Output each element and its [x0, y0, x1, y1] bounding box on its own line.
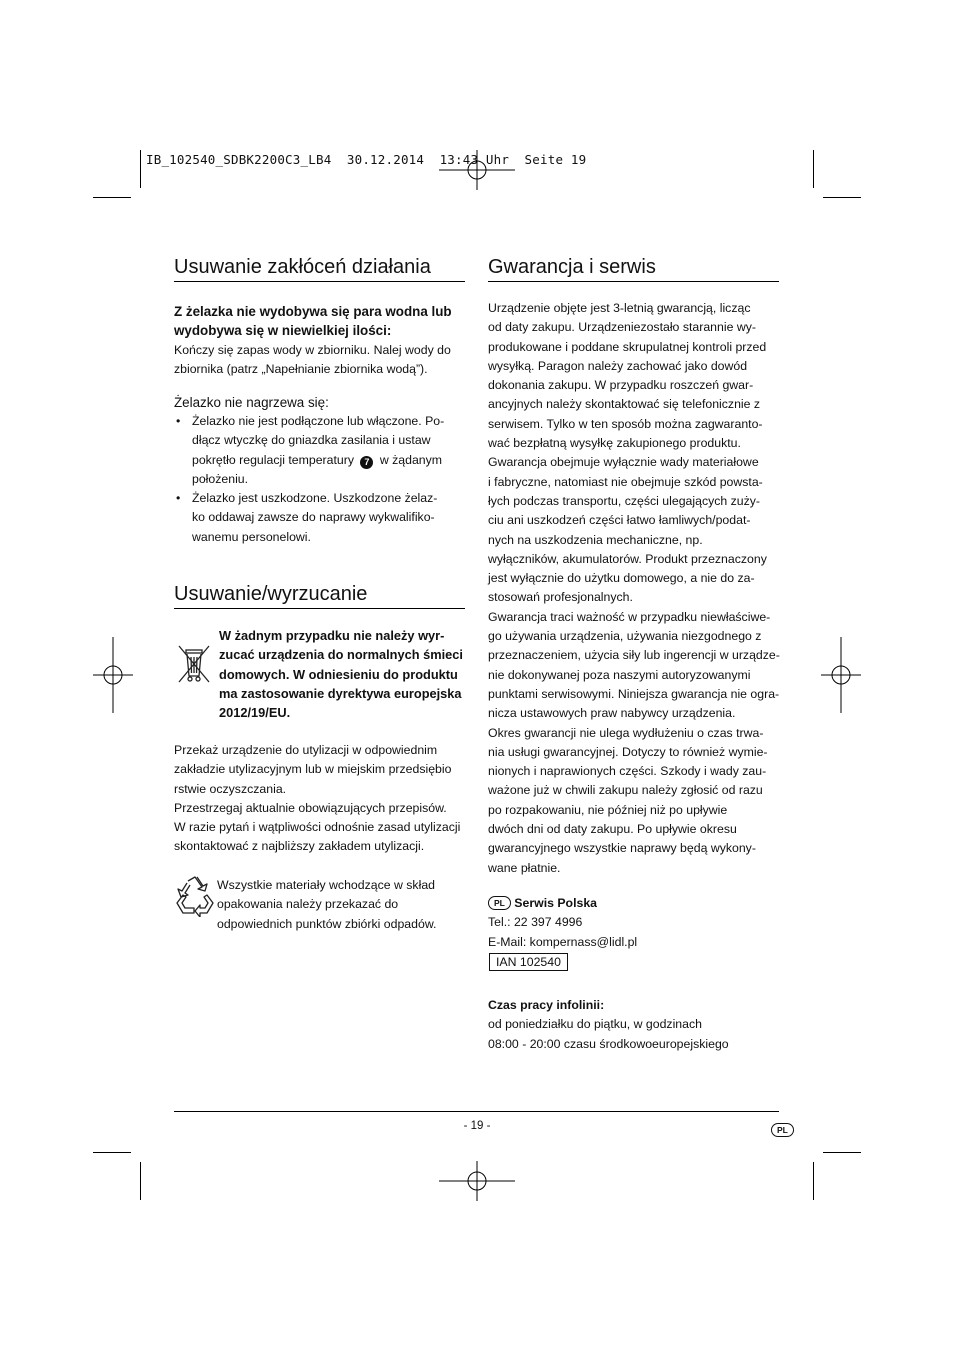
problem1-text: Kończy się zapas wody w zbiorniku. Nalej wody do zbiornika (patrz „Napełnianie zbiornika wodą”).	[174, 343, 451, 377]
section-title-disposal: Usuwanie/wyrzucanie	[174, 583, 368, 605]
section-title-warranty: Gwarancja i serwis	[488, 256, 656, 278]
disposal-text: Przekaż urządzenie do utylizacji w odpowiednim zakładzie utylizacyjnym lub w miejskim przedsiębio rstwie oczyszczania. Przestrzegaj aktualnie obowiązujących przepisów. W razie pytań i wątpliwości odnośnie zasad utylizacji skontaktować z najbliższy zakładem utylizacji.	[174, 743, 461, 854]
print-slug-line: IB_102540_SDBK2200C3_LB4 30.12.2014 13:43 Uhr Seite 19	[146, 152, 587, 167]
ian-box: IAN 102540	[489, 953, 568, 971]
section-title-troubleshooting: Usuwanie zakłóceń działania	[174, 256, 431, 278]
pl-lang-badge-icon: PL	[771, 1123, 794, 1137]
problem1-heading: Z żelazka nie wydobywa się para wodna lub wydobywa się w niewielkiej ilości:	[174, 304, 452, 338]
title-underline	[488, 281, 779, 282]
page-number: - 19 -	[463, 1120, 491, 1132]
service-phone: Tel.: 22 397 4996	[488, 915, 583, 930]
part-number-7-icon: 7	[360, 456, 373, 469]
title-underline	[174, 608, 465, 609]
problem2-heading: Żelazko nie nagrzewa się:	[174, 395, 329, 410]
footer-rule	[174, 1111, 779, 1112]
bullet-item: • Żelazko nie jest podłączone lub włączone. Po- dłącz wtyczkę do gniazdka zasilania i ustaw pokrętło regulacji temperatury 7 w żądanym położeniu.	[176, 414, 445, 486]
crossed-bin-icon	[176, 642, 212, 686]
footer-lang	[771, 1121, 794, 1139]
service-contact	[488, 894, 637, 952]
warranty-text: Urządzenie objęte jest 3-letnią gwarancją, licząc od daty zakupu. Urządzeniezostało starannie wy- produkowane i poddane skrupulatnej kontroli przed wysyłką. Paragon należy zachować jako dowód dokonania zakupu. W przypadku roszczeń gwar- ancyjnych należy skontaktować się telefonicznie z serwisem. Tylko w ten sposób można zagwaranto- wać bezpłatną wysyłkę zakupionego produktu. Gwarancja obejmuje wyłącznie wady materiałowe i fabryczne, natomiast nie obejmuje szkód powsta- łych podczas transportu, części ulegających zuży- ciu ani uszkodzeń części łatwo łamliwych/podat- nych na uszkodzenia mechaniczne, np. wyłączników, akumulatorów. Produkt przeznaczony jest wyłącznie do użytku domowego, a nie do za- stosowań profesjonalnych. Gwarancja traci ważność w przypadku niewłaściwe- go używania urządzenia, używania niezgodnego z przeznaczeniem, użycia siły lub ingerencji w urządze- nie dokonywanej poza naszymi autoryzowanymi punktami serwisowymi. Niniejsza gwarancja nie ogra- nicza ustawowych praw nabywcy urządzenia. Okres gwarancji nie ulega wydłużeniu o czas trwa- nia usługi gwarancyjnej. Dotyczy to również wymie- nionych i naprawionych części. Szkody i wady zau- ważone już w chwili zakupu należy zgłosić od razu po rozpakowaniu, nie później niż po upływie dwóch dni od daty zakupu. Po upływie okresu gwarancyjnego wszystkie naprawy będą wykony- wane płatnie.	[488, 301, 780, 875]
title-underline	[174, 281, 465, 282]
service-email: E-Mail: kompernass@lidl.pl	[488, 934, 638, 949]
pl-badge-icon: PL	[488, 896, 511, 910]
service-name: Serwis Polska	[514, 896, 598, 910]
hotline-hours: Czas pracy infolinii: od poniedziałku do piątku, w godzinach 08:00 - 20:00 czasu środkowoeuropejskiego	[488, 998, 729, 1051]
bullet-item: • Żelazko jest uszkodzone. Uszkodzone żelaz- ko oddawaj zawsze do naprawy wykwalifiko- wanemu personelowi.	[176, 491, 438, 544]
disposal-warning: W żadnym przypadku nie należy wyr- zucać urządzenia do normalnych śmieci domowych. W odniesieniu do produktu ma zastosowanie dyrektywa europejska 2012/19/EU.	[219, 628, 463, 721]
recycling-text: Wszystkie materiały wchodzące w skład opakowania należy przekazać do odpowiednich punktów zbiórki odpadów.	[217, 878, 437, 931]
recycling-icon	[174, 875, 216, 917]
